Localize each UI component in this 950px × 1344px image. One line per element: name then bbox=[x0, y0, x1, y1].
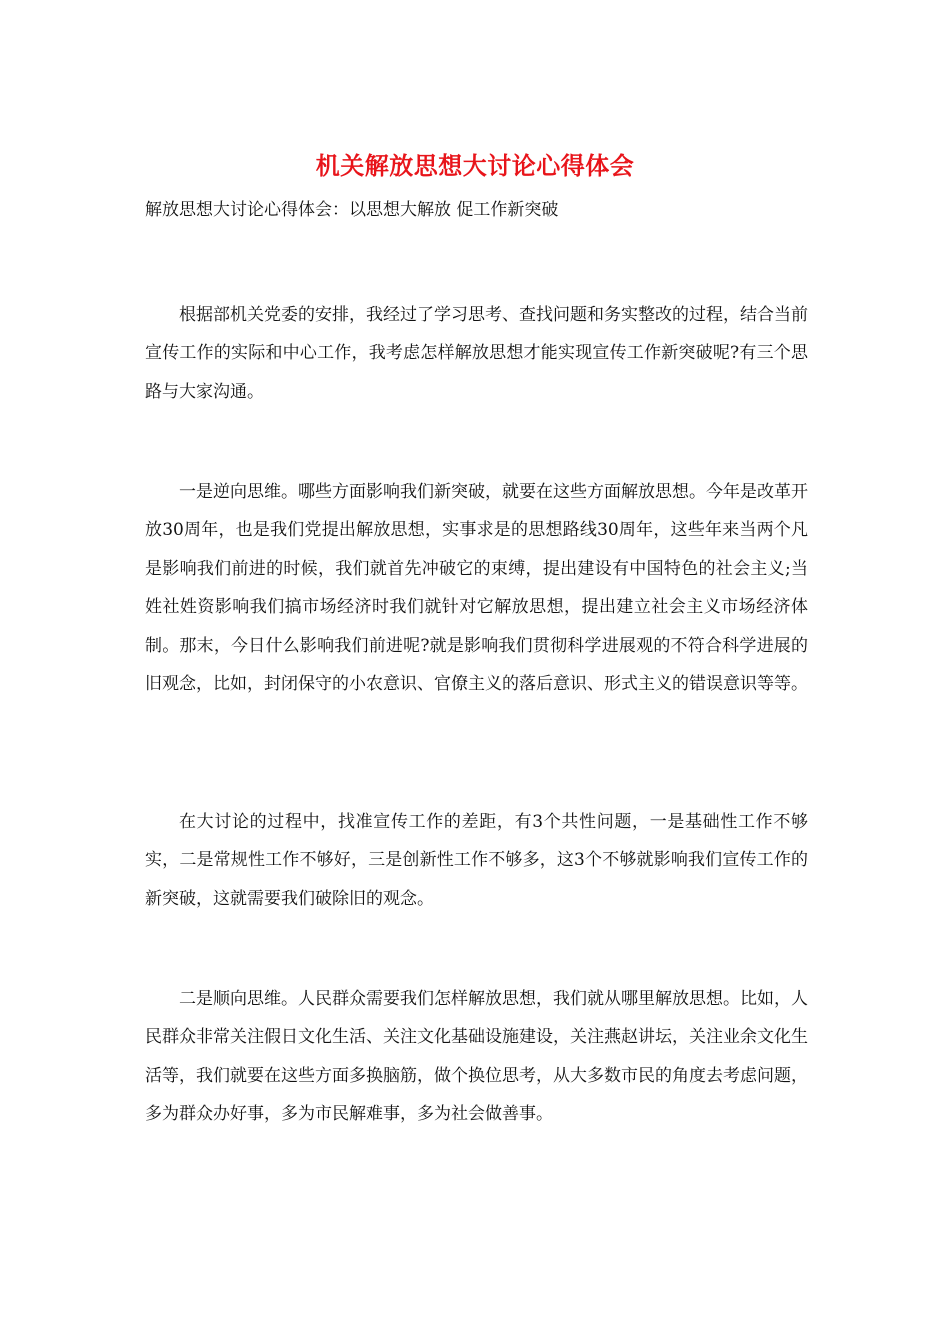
paragraph-forward-thinking: 二是顺向思维。人民群众需要我们怎样解放思想，我们就从哪里解放思想。比如，人民群众非常关注假日文化生活、关注文化基础设施建设，关注燕赵讲坛，关注业余文化生活等，我们就要在这些方面多换脑筋，做个换位思考，从大多数市民的角度去考虑问题，多为群众办好事，多为市民解难事，多为社会做善事。 bbox=[145, 989, 808, 1125]
document-subtitle: 解放思想大讨论心得体会：以思想大解放 促工作新突破 bbox=[145, 200, 559, 220]
paragraph-gap-analysis: 在大讨论的过程中，找准宣传工作的差距，有3个共性问题，一是基础性工作不够实，二是常规性工作不够好，三是创新性工作不够多，这3个不够就影响我们宣传工作的新突破，这就需要我们破除旧的观念。 bbox=[145, 812, 808, 909]
paragraph-reverse-thinking: 一是逆向思维。哪些方面影响我们新突破，就要在这些方面解放思想。今年是改革开放30周年，也是我们党提出解放思想，实事求是的思想路线30周年，这些年来当两个凡是影响我们前进的时候，我们就首先冲破它的束缚，提出建设有中国特色的社会主义;当姓社姓资影响我们搞市场经济时我们就针对它解放思想，提出建立社会主义市场经济体制。那末，今日什么影响我们前进呢?就是影响我们贯彻科学进展观的不符合科学进展的旧观念，比如，封闭保守的小农意识、官僚主义的落后意识、形式主义的错误意识等等。 bbox=[145, 482, 808, 695]
paragraph-intro: 根据部机关党委的安排，我经过了学习思考、查找问题和务实整改的过程，结合当前宣传工作的实际和中心工作，我考虑怎样解放思想才能实现宣传工作新突破呢?有三个思路与大家沟通。 bbox=[145, 305, 808, 402]
document-title: 机关解放思想大讨论心得体会 bbox=[315, 151, 635, 180]
